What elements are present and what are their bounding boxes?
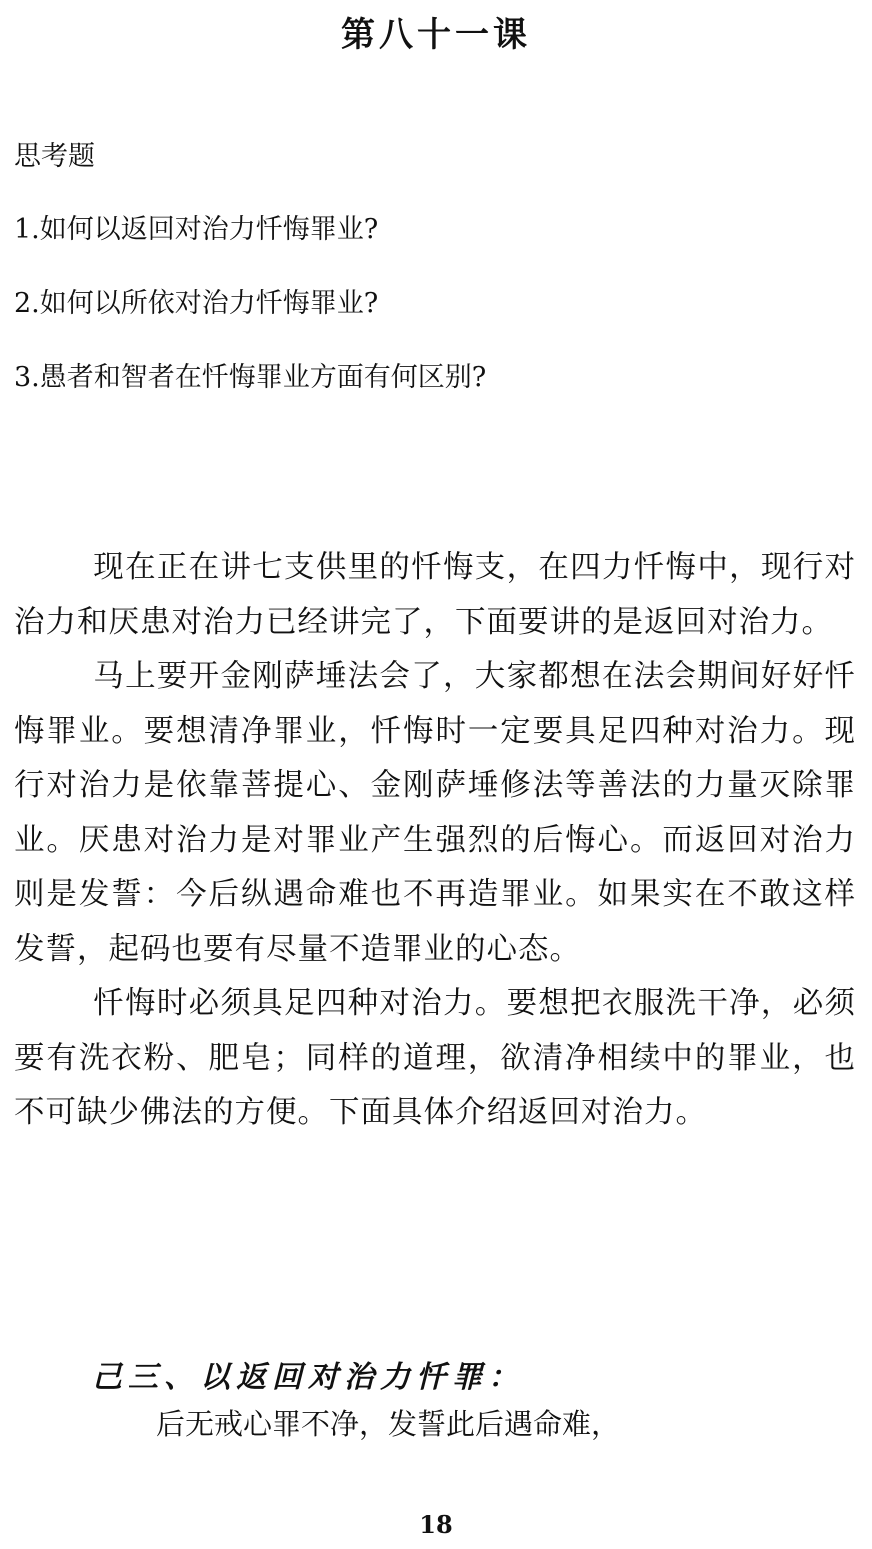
verse-line: 后无戒心罪不净，发誓此后遇命难， (156, 1407, 621, 1441)
question-item: 3.愚者和智者在忏悔罪业方面有何区别? (14, 362, 487, 393)
body-text (14, 541, 856, 1141)
section-heading: 己三、以返回对治力忏罪： (92, 1360, 524, 1395)
question-item: 2.如何以所依对治力忏悔罪业? (14, 288, 379, 319)
question-item: 1.如何以返回对治力忏悔罪业? (14, 214, 379, 245)
paragraph: 马上要开金刚萨埵法会了，大家都想在法会期间好好忏悔罪业。要想清净罪业，忏悔时一定要具足四种对治力。现行对治力是依靠菩提心、金刚萨埵修法等善法的力量灭除罪业。厌患对治力是对罪业产生强烈的后悔心。而返回对治力则是发誓：今后纵遇命难也不再造罪业。如果实在不敢这样发誓，起码也要有尽量不造罪业的心态。 (14, 659, 856, 967)
lesson-title: 第八十一课 (341, 15, 531, 55)
questions-heading: 思考题 (14, 141, 95, 172)
page-number: 18 (419, 1510, 453, 1539)
paragraph: 现在正在讲七支供里的忏悔支，在四力忏悔中，现行对治力和厌患对治力已经讲完了，下面要讲的是返回对治力。 (14, 550, 856, 640)
paragraph: 忏悔时必须具足四种对治力。要想把衣服洗干净，必须要有洗衣粉、肥皂；同样的道理，欲清净相续中的罪业，也不可缺少佛法的方便。下面具体介绍返回对治力。 (14, 986, 856, 1130)
